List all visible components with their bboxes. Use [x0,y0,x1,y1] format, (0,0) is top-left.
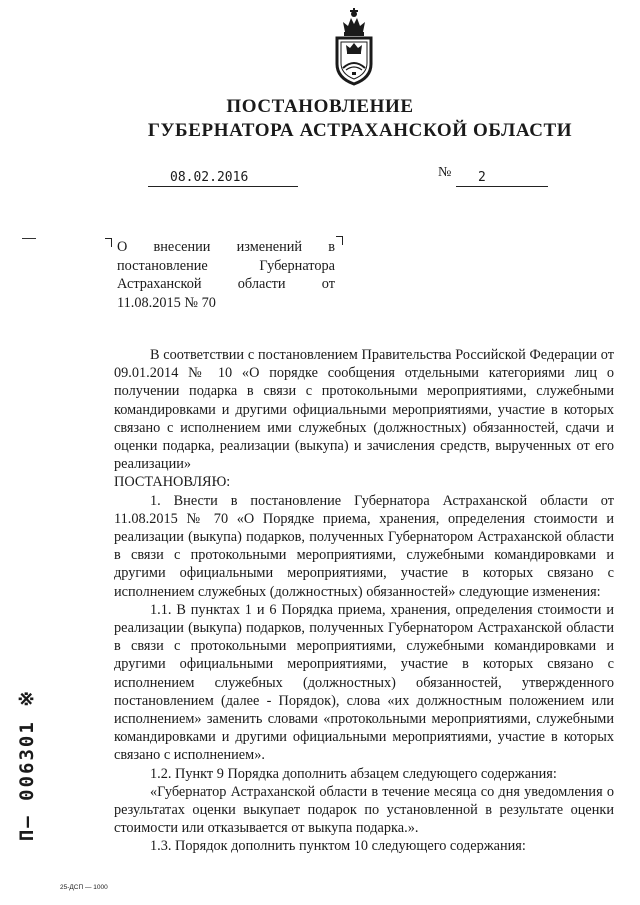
number-field [456,170,548,187]
preamble-paragraph: В соответствии с постановлением Правительства Российской Федерации от 09.01.2014 № 10 «О порядке сообщения отдельными категориями лиц о получении подарка в связи с протокольными мероприятиями, служебными командировками и другими официальными мероприятиями, участие в которых связано с исполнением ими служебных (должностных) обязанностей, сдачи и оценки подарка, реализации (выкупа) и зачисления средств, вырученных от его реализации» [114,347,614,473]
coat-of-arms-emblem [328,6,380,88]
subject-corner-right [336,236,343,245]
subject-corner-left [105,238,112,247]
issuer-heading: ГУБЕРНАТОРА АСТРАХАНСКОЙ ОБЛАСТИ [147,120,573,141]
margin-mark [22,238,36,239]
document-subject: О внесении изменений в постановление Губернатора Астраханской области от 11.08.2015 № 70 [117,239,335,311]
print-code: 25-ДСП — 1000 [60,884,108,891]
paragraph-1-2-quote: «Губернатор Астраханской области в течение месяца со дня уведомления о результатах оценки выкупает подарок по установленной в результате оценки стоимости или отказывается от выкупа подарка.». [114,783,614,837]
document-date: 08.02.2016 [170,170,249,185]
document-type-heading: ПОСТАНОВЛЕНИЕ [226,96,414,117]
paragraph-1-2: 1.2. Пункт 9 Порядка дополнить абзацем следующего содержания: [150,765,557,782]
document-body [114,346,614,856]
document-number: 2 [478,170,486,185]
serial-number-text: П— 006301 ※ [16,688,38,842]
paragraph-1-3: 1.3. Порядок дополнить пунктом 10 следующего содержания: [150,838,526,855]
resolution-word: ПОСТАНОВЛЯЮ: [114,474,231,491]
date-field [148,170,298,187]
paragraph-1: 1. Внести в постановление Губернатора Астраханской области от 11.08.2015 № 70 «О Порядке приема, хранения, определения стоимости и реализации (выкупа) подарков, полученных Губернатором Астраханской области в связи с протокольными мероприятиями, служебными командировками и другими официальными мероприятиями, участие в которых связано с исполнением служебных (должностных) обязанностей» следующие изменения: [114,492,614,600]
paragraph-1-1: 1.1. В пунктах 1 и 6 Порядка приема, хранения, определения стоимости и реализации (выкупа) подарков, полученных Губернатором Астраханской области в связи с протокольными мероприятиями, служебными командировками и другими официальными мероприятиями, участие в которых связано с исполнением служебных (должностных) обязанностей, утвержденного постановлением (далее - Порядок), слова «их должностным положением или исполнением» заменить словами «протокольными мероприятиями, служебными командировками и другими официальными мероприятиями, участие в которых связано с исполнением». [114,601,614,764]
number-label: № [438,165,452,180]
serial-number-stamp [4,690,50,840]
